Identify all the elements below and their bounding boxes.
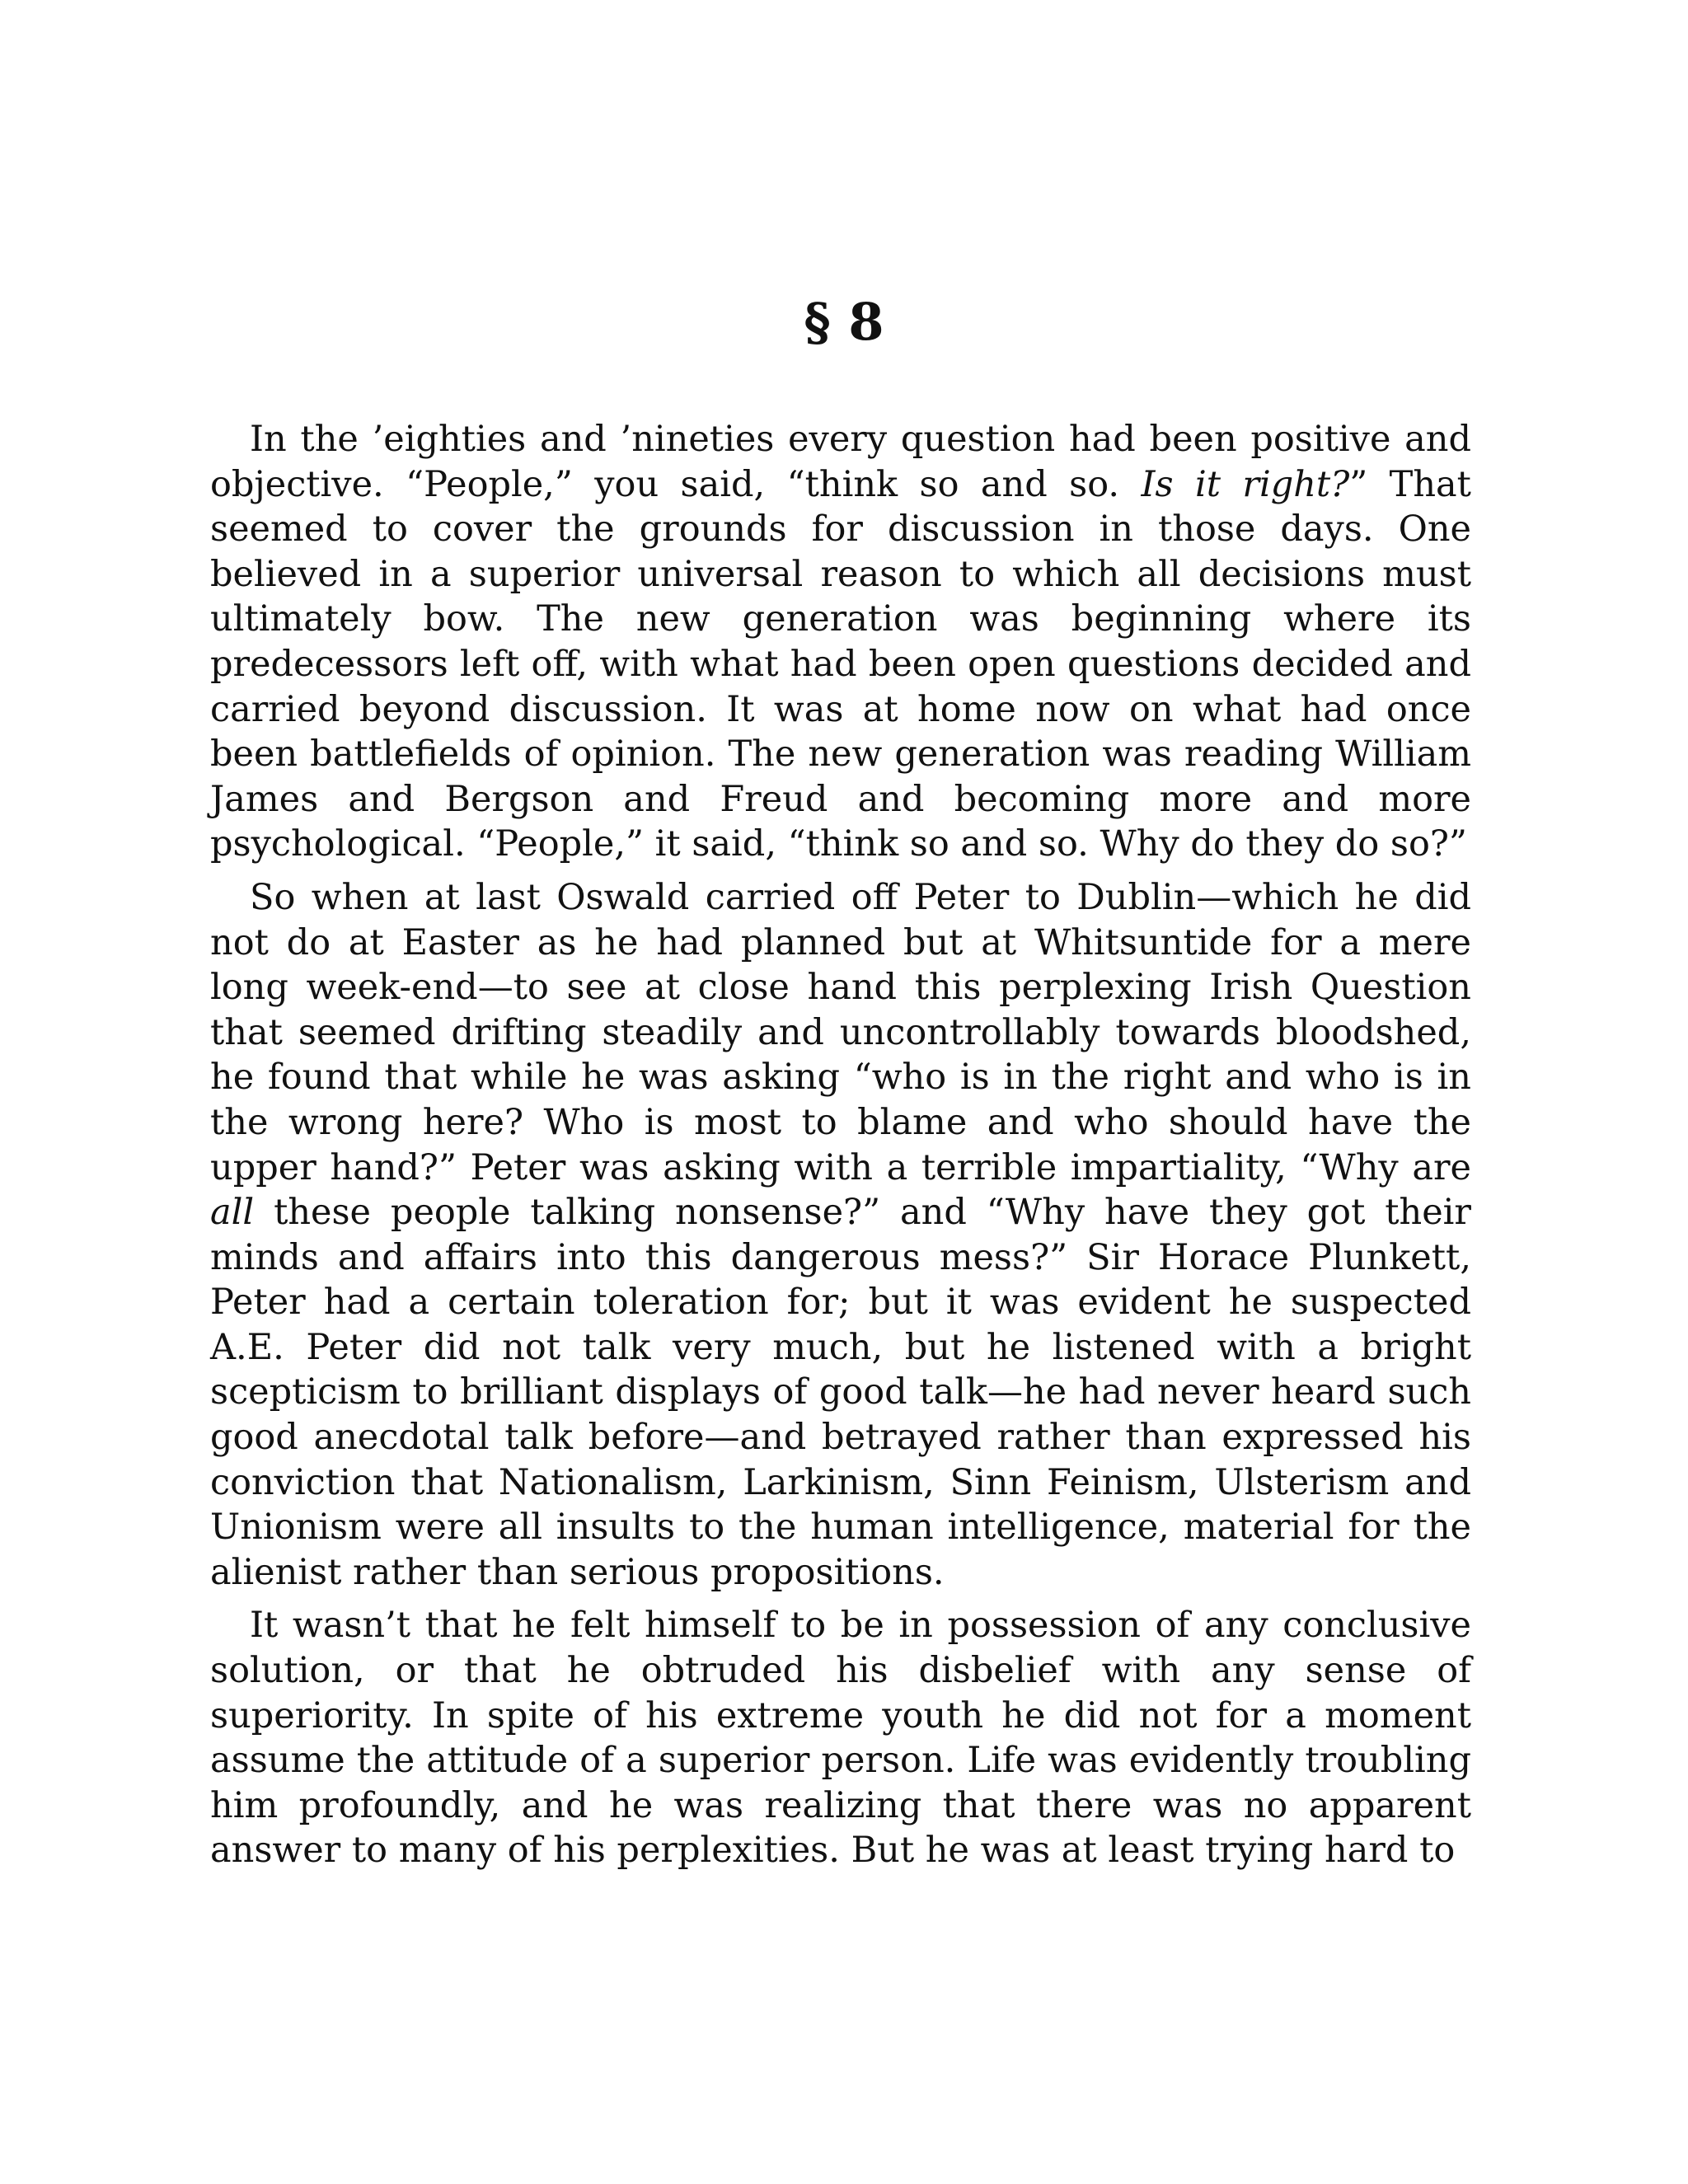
text-run: So when at last Oswald carried off Peter to Dublin—which he did not do at Easter as he had planned but at Whitsuntide for a mere long week-end—to see at close hand this perplexing Irish Question that seemed drifting steadily and uncontrollably towards bloodshed, he found that while he was asking “who is in the right and who is in the wrong here? Who is most to blame and who should have the upper hand?” Peter was asking with a terrible impartiality, “Why are: [210, 876, 1471, 1188]
italic-text-run: Is it right?: [1141, 463, 1350, 505]
text-run: these people talking nonsense?” and “Why have they got their minds and affairs into this dangerous mess?” Sir Horace Plunkett, Peter had a certain toleration for; but it was evident he suspected A.E. Peter did not talk very much, but he listened with a bright scepticism to brilliant displays of good talk—he had never heard such good anecdotal talk before—and betrayed rather than expressed his conviction that Nationalism, Larkinism, Sinn Feinism, Ulsterism and Unionism were all insults to the human intelligence, material for the alienist rather than serious propositions.: [210, 1192, 1471, 1593]
text-run: In the ’eighties and ’nineties every question had been positive and objective. “People,” you said, “think so and so.: [210, 419, 1471, 505]
text-run: It wasn’t that he felt himself to be in possession of any conclusive solution, or that he obtruded his disbelief with any sense of superiority. In spite of his extreme youth he did not for a moment assume the attitude of a superior person. Life was evidently troubling him profoundly, and he was realizing that there was no apparent answer to many of his perplexities. But he was at least trying hard to: [210, 1605, 1471, 1872]
section-heading: § 8: [804, 292, 884, 352]
italic-text-run: all: [210, 1192, 255, 1234]
paragraph: [210, 1603, 1471, 1873]
paragraph: [210, 417, 1471, 867]
paragraph: [210, 875, 1471, 1596]
body-text: [210, 417, 1471, 1882]
text-run: ” That seemed to cover the grounds for discussion in those days. One believed in a superior universal reason to which all decisions must ultimately bow. The new generation was beginning where its predecessors left off, with what had been open questions decided and carried beyond discussion. It was at home now on what had once been battlefields of opinion. The new generation was reading William James and Bergson and Freud and becoming more and more psychological. “People,” it said, “think so and so. Why do they do so?”: [210, 463, 1471, 865]
